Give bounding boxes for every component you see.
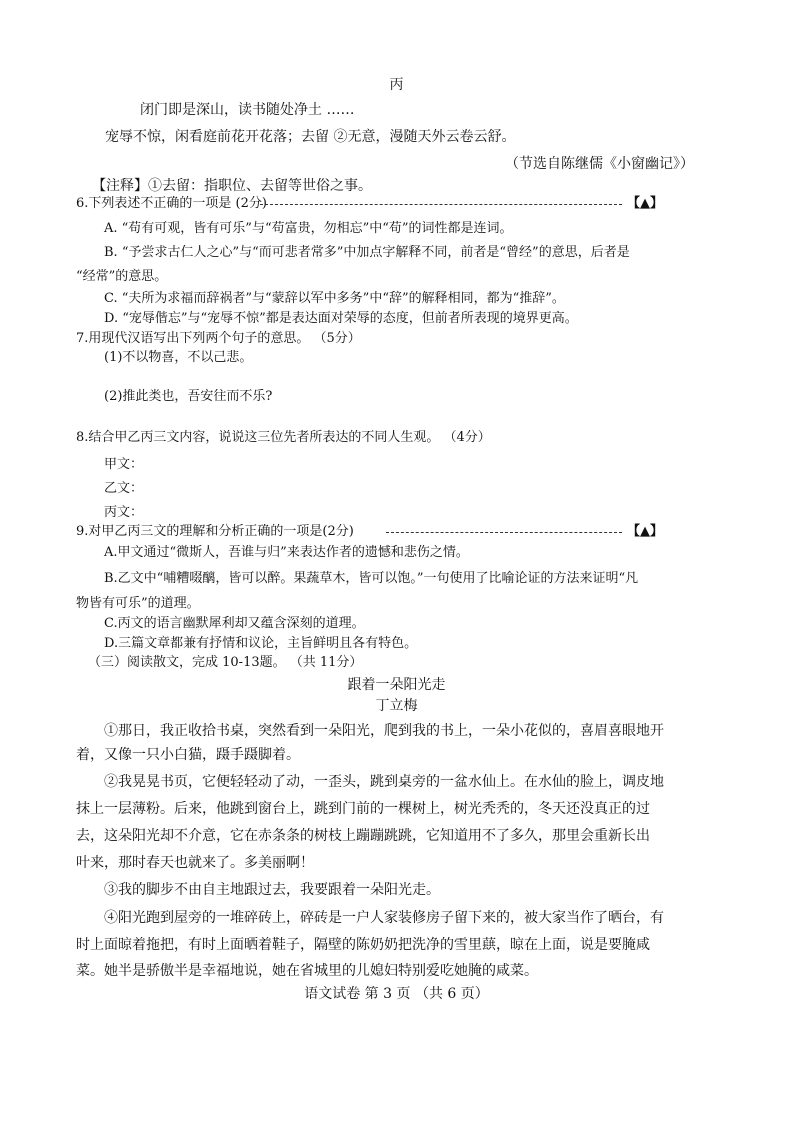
q6-option-c: C. “夫所为求福而辞祸者”与“蒙辞以军中多务”中“辞”的解释相同，都为“推辞”。 <box>104 291 565 306</box>
answer-dash-line <box>386 532 622 533</box>
annotation-note: 【注释】①去留：指职位、去留等世俗之事。 <box>92 178 372 194</box>
q9-option-a: A.甲文通过“微斯人，吾谁与归”来表达作者的遗憾和悲伤之情。 <box>104 545 469 560</box>
article-author: 丁立梅 <box>375 698 418 714</box>
paragraph-2-line: 抹上一层薄粉。后来，他跳到窗台上，跳到门前的一棵树上，树光秃秃的，冬天还没真正的过 <box>76 801 650 817</box>
q9-option-d: D.三篇文章都兼有抒情和议论，主旨鲜明且各有特色。 <box>104 636 418 651</box>
answer-blank-9: 【▲】 <box>627 524 663 539</box>
paragraph-2-line: 去，这朵阳光却不介意，它在赤条条的树枝上蹦蹦跳跳，它知道用不了多久，那里会重新长出 <box>76 828 650 844</box>
paragraph-4-line: ④阳光跑到屋旁的一堆碎砖上，碎砖是一户人家装修房子留下来的，被大家当作了晒台，有 <box>104 910 664 926</box>
q8-answer-yi: 乙文： <box>104 481 144 496</box>
poem-line-2: 宠辱不惊，闲看庭前花开花落；去留 ②无意，漫随天外云卷云舒。 <box>105 129 516 145</box>
q6-option-d: D. “宠辱偕忘”与“宠辱不惊”都是表达面对荣辱的态度，但前者所表现的境界更高。 <box>104 311 578 326</box>
question-8-stem: 8.结合甲乙丙三文内容，说说这三位先者所表达的不同人生观。 （4分） <box>76 430 491 445</box>
paragraph-2-line: ②我晃晃书页，它便轻轻动了动，一歪头，跳到桌旁的一盆水仙上。在水仙的脸上，调皮地 <box>104 774 664 790</box>
q7-sentence-2: (2)推此类也，吾安往而不乐? <box>104 389 273 404</box>
q8-answer-jia: 甲文： <box>104 457 144 472</box>
page-footer: 语文试卷 第 3 页 （共 6 页） <box>304 986 489 1002</box>
question-7-stem: 7.用现代汉语写出下列两个句子的意思。 （5分） <box>76 331 361 346</box>
answer-blank-6: 【▲】 <box>627 196 663 211</box>
question-9-stem: 9.对甲乙丙三文的理解和分析正确的一项是(2分) <box>76 524 354 539</box>
q9-option-b-line2: 物皆有可乐”的道理。 <box>76 596 200 611</box>
q8-answer-bing: 丙文： <box>104 505 144 520</box>
q7-sentence-1: (1)不以物喜，不以己悲。 <box>104 350 253 365</box>
paragraph-4-line: 菜。她半是骄傲半是幸福地说，她在省城里的儿媳妇特别爱吃她腌的咸菜。 <box>76 963 538 979</box>
paragraph-1-line: 着，又像一只小白猫，蹑手蹑脚着。 <box>76 747 300 763</box>
paragraph-4-line: 时上面晾着拖把，有时上面晒着鞋子，隔壁的陈奶奶把洗净的雪里蕻，晾在上面，说是要腌咸 <box>76 937 650 953</box>
paragraph-3-line: ③我的脚步不由自主地跟过去，我要跟着一朵阳光走。 <box>104 882 440 898</box>
paragraph-2-line: 叶来，那时春天也就来了。多美丽啊！ <box>76 855 314 871</box>
q9-option-c: C.丙文的语言幽默犀利却又蕴含深刻的道理。 <box>104 616 365 631</box>
article-title: 跟着一朵阳光走 <box>347 677 446 693</box>
q9-option-b-line1: B.乙文中“哺糟啜醨，皆可以醉。果蔬草木，皆可以饱。”一句使用了比喻论证的方法来证明“凡 <box>104 571 639 586</box>
source-citation: （节选自陈继儒《小窗幽记》） <box>505 156 694 172</box>
poem-line-1: 闭门即是深山，读书随处净土 …… <box>140 102 355 118</box>
q6-option-b-line2: “经常”的意思。 <box>76 269 168 284</box>
section-title: 丙 <box>389 77 404 93</box>
q6-option-b-line1: B. “予尝求古仁人之心”与“而可悲者常多”中加点字解释不同，前者是“曾经”的意思，后者是 <box>104 245 630 260</box>
part-3-heading: （三）阅读散文，完成 10-13题。 （共 11分） <box>88 655 363 670</box>
answer-dash-line <box>260 204 622 205</box>
question-6-stem: 6.下列表述不正确的一项是 (2分) <box>76 196 267 211</box>
q6-option-a: A. “苟有可观，皆有可乐”与“苟富贵，勿相忘”中“苟”的词性都是连词。 <box>104 221 513 236</box>
paragraph-1-line: ①那日，我正收拾书桌，突然看到一朵阳光，爬到我的书上，一朵小花似的，喜眉喜眼地开 <box>104 723 664 739</box>
